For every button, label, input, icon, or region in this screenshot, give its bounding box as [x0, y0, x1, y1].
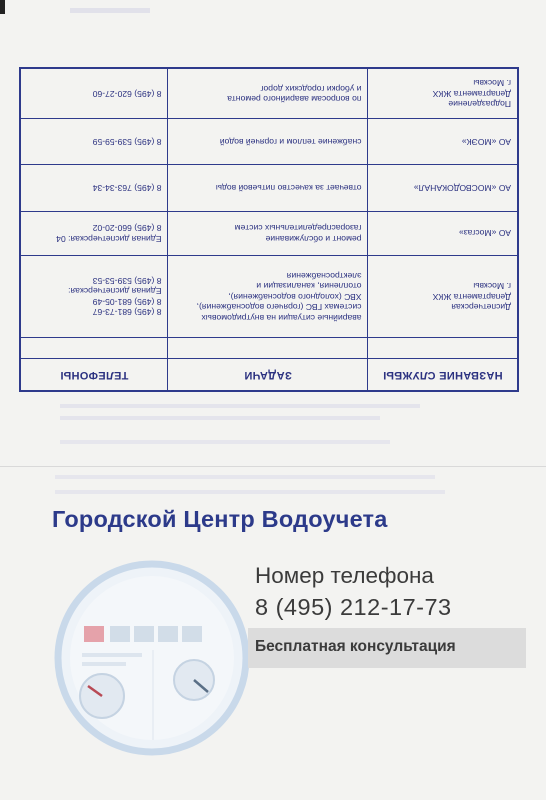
table-spacer-row: [20, 338, 518, 359]
task-cell: [168, 211, 368, 255]
table-row: [20, 68, 518, 119]
cell-line: ремонт и обслуживание: [265, 233, 362, 244]
header-service-name: НАЗВАНИЕ СЛУЖБЫ: [368, 359, 518, 391]
cell-line: АО «МОЭК»: [461, 137, 511, 148]
phones-cell: [20, 211, 168, 255]
service-name-cell: [368, 119, 518, 165]
show-through-mark: [70, 8, 150, 13]
logo-bar: [82, 653, 142, 657]
cell-line: 8 (495) 539-59-59: [92, 137, 162, 148]
phones-cell: [20, 119, 168, 165]
cell-line: 8 (495) 763-34-34: [92, 183, 162, 194]
cell-line: отвечает за качество питьевой воды: [215, 183, 362, 194]
show-through-line: [60, 440, 390, 444]
header-tasks: ЗАДАЧИ: [168, 359, 368, 391]
service-name-cell: [368, 68, 518, 119]
cell-line: 8 (495) 620-27-60: [92, 88, 162, 99]
task-cell: [168, 165, 368, 211]
logo-red-block: [84, 626, 104, 642]
table-row: [20, 211, 518, 255]
cell-line: Подразделение: [448, 99, 511, 110]
cell-line: Департамента ЖКХ: [432, 291, 511, 302]
cell-line: 8 (495) 539-53-53: [92, 275, 162, 286]
logo-block: [158, 626, 178, 642]
table-row: [20, 165, 518, 211]
logo-bar: [82, 662, 126, 666]
logo-block: [182, 626, 202, 642]
show-through-line: [60, 404, 420, 408]
table-header-row: [20, 359, 518, 391]
corner-mark: [0, 0, 5, 14]
cell-line: отопления, канализации и: [256, 281, 362, 292]
logo-divider: [152, 650, 154, 740]
free-consultation-text: Бесплатная консультация: [255, 638, 456, 655]
phone-label: Номер телефона: [255, 563, 434, 588]
cell-line: ХВС (холодного водоснабжения),: [228, 291, 362, 302]
cell-line: аварийные ситуации на внутридомовых: [201, 312, 362, 323]
cell-line: 8 (495) 681-05-49: [92, 296, 162, 307]
task-cell: [168, 68, 368, 119]
services-table: [19, 67, 519, 392]
logo-block: [110, 626, 130, 642]
ad-title: Городской Центр Водоучета: [52, 506, 388, 532]
service-name-cell: [368, 255, 518, 338]
table-row: [20, 255, 518, 338]
cell-line: Департамента ЖКХ: [432, 88, 511, 99]
cell-line: Диспетчерская: [451, 302, 511, 313]
header-phones: ТЕЛЕФОНЫ: [20, 359, 168, 391]
service-name-cell: [368, 165, 518, 211]
phones-cell: [20, 255, 168, 338]
cell-line: по вопросам аварийного ремонта: [227, 94, 362, 105]
cell-line: 8 (495) 660-20-02: [92, 223, 162, 234]
cell-line: Единая диспетчерская: 04: [56, 233, 162, 244]
show-through-line: [55, 490, 445, 494]
cell-line: и уборки городских дорог: [260, 83, 362, 94]
cell-line: системах ГВС (горячего водоснабжения),: [196, 302, 362, 313]
cell-line: газораспределительных систем: [234, 223, 362, 234]
task-cell: [168, 119, 368, 165]
table-row: [20, 119, 518, 165]
services-table-upside-down: [21, 67, 519, 392]
phones-cell: [20, 165, 168, 211]
cell-line: г. Москвы: [473, 78, 511, 89]
cell-line: АО «МОСВОДОКАНАЛ»: [413, 183, 511, 194]
show-through-line: [60, 416, 380, 420]
cell-line: Единая диспетчерская:: [68, 286, 162, 297]
show-through-line: [55, 475, 435, 479]
phones-cell: [20, 68, 168, 119]
fold-line: [0, 466, 546, 467]
cell-line: электроснабжения: [286, 270, 362, 281]
task-cell: [168, 255, 368, 338]
cell-line: снабжение теплом и горячей водой: [219, 137, 362, 148]
logo-block: [134, 626, 154, 642]
cell-line: 8 (495) 681-73-67: [92, 307, 162, 318]
water-meter-logo: [52, 558, 252, 758]
service-name-cell: [368, 211, 518, 255]
cell-line: АО «Мосгаз»: [458, 228, 511, 239]
phone-number[interactable]: 8 (495) 212-17-73: [255, 594, 452, 620]
cell-line: г. Москвы: [473, 281, 511, 292]
